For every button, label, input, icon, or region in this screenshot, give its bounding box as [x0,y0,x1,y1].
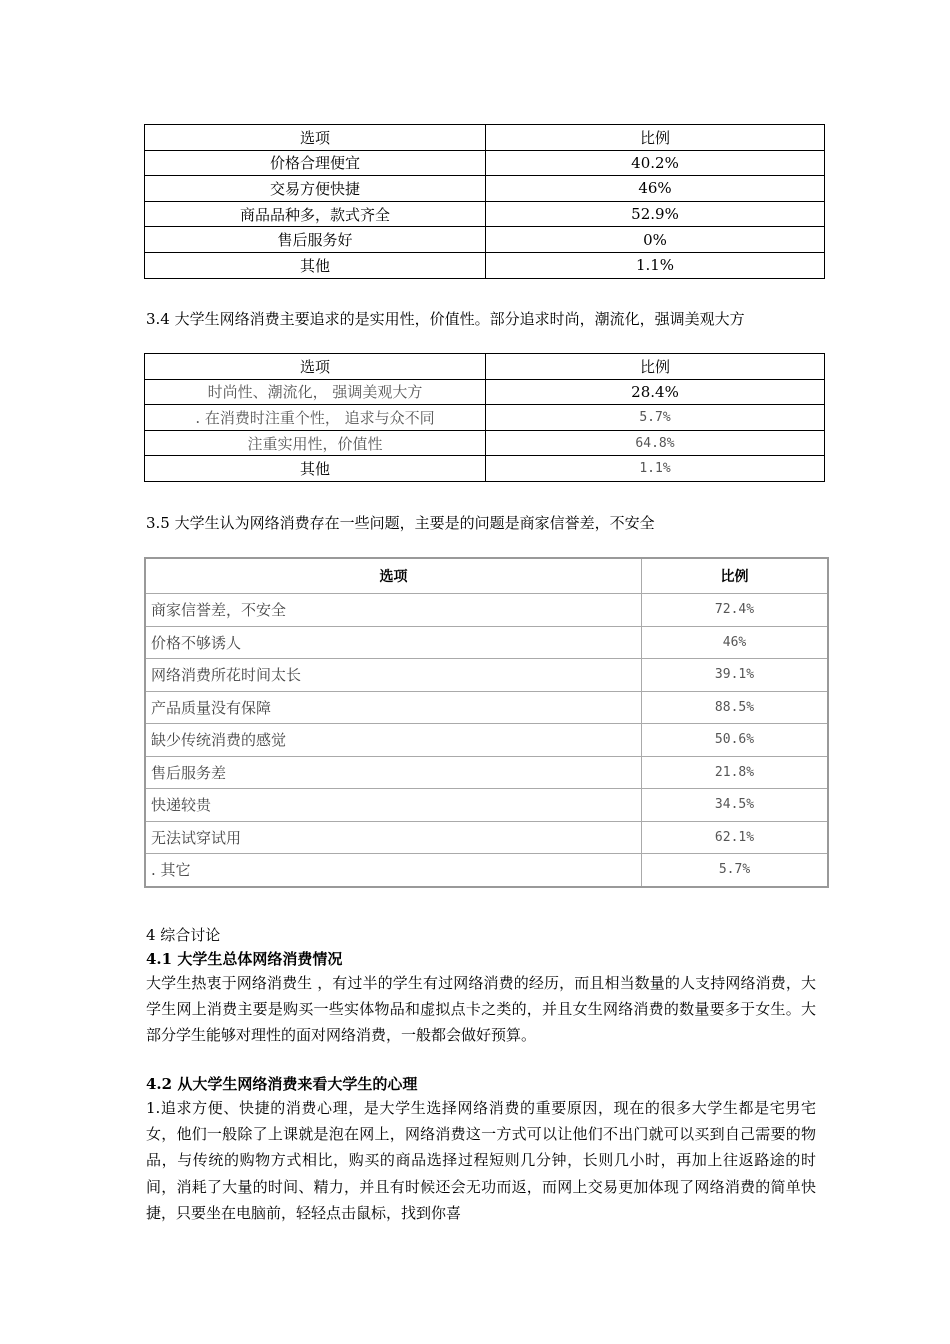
table-row [145,691,828,724]
option-cell: . 在消费时注重个性， 追求与众不同 [145,405,486,431]
ratio-cell: 28.4% [486,379,825,405]
option-cell: 售后服务好 [145,227,486,253]
option-cell: 其他 [145,456,486,482]
section-heading-4-2: 4.2 从大学生网络消费来看大学生的心理 [146,1075,418,1093]
option-cell: 价格不够诱人 [145,626,642,659]
ratio-cell: 46% [486,176,825,202]
table-row [145,201,825,227]
option-cell: 产品质量没有保障 [145,691,642,724]
option-cell: 其他 [145,252,486,278]
table-row [145,659,828,692]
table-purchase-reasons [144,124,825,279]
table-row [145,430,825,456]
ratio-cell: 62.1% [642,821,829,854]
table-row [145,252,825,278]
ratio-cell: 64.8% [486,430,825,456]
header-option: 选项 [145,354,486,380]
ratio-cell: 0% [486,227,825,253]
option-cell: 缺少传统消费的感觉 [145,724,642,757]
option-cell: 价格合理便宜 [145,150,486,176]
table-row [145,724,828,757]
table-row [145,227,825,253]
section-heading-4-1: 4.1 大学生总体网络消费情况 [146,950,343,968]
ratio-cell: 39.1% [642,659,829,692]
section-heading-3-4: 3.4 大学生网络消费主要追求的是实用性，价值性。部分追求时尚，潮流化，强调美观大方 [146,310,745,328]
option-cell: 交易方便快捷 [145,176,486,202]
table-header-row [145,558,828,594]
table-row [145,594,828,627]
header-option: 选项 [145,558,642,594]
table-header-row [145,125,825,151]
header-option: 选项 [145,125,486,151]
ratio-cell: 46% [642,626,829,659]
section-heading-4: 4 综合讨论 [146,926,221,944]
header-ratio: 比例 [486,354,825,380]
table-row [145,176,825,202]
table-consumption-pursuit [144,353,825,482]
option-cell: 商家信誉差，不安全 [145,594,642,627]
ratio-cell: 34.5% [642,789,829,822]
ratio-cell: 1.1% [486,252,825,278]
table-row [145,756,828,789]
table-header-row [145,354,825,380]
option-cell: 无法试穿试用 [145,821,642,854]
header-ratio: 比例 [486,125,825,151]
ratio-cell: 5.7% [642,854,829,887]
option-cell: 注重实用性，价值性 [145,430,486,456]
ratio-cell: 50.6% [642,724,829,757]
paragraph-4-1: 大学生热衷于网络消费生 ，有过半的学生有过网络消费的经历，而且相当数量的人支持网络消费，大学生网上消费主要是购买一些实体物品和虚拟点卡之类的，并且女生网络消费的数量要多于女生。大部分学生能够对理性的面对网络消费，一般都会做好预算。 [146,974,816,1045]
option-cell: 网络消费所花时间太长 [145,659,642,692]
table-row [145,821,828,854]
section-heading-3-5: 3.5 大学生认为网络消费存在一些问题，主要是的问题是商家信誉差，不安全 [146,514,655,532]
header-ratio: 比例 [642,558,829,594]
ratio-cell: 52.9% [486,201,825,227]
ratio-cell: 72.4% [642,594,829,627]
paragraph-4-2: 1.追求方便、快捷的消费心理，是大学生选择网络消费的重要原因，现在的很多大学生都是宅男宅女，他们一般除了上课就是泡在网上，网络消费这一方式可以让他们不出门就可以买到自己需要的物品，与传统的购物方式相比，购买的商品选择过程短则几分钟，长则几小时，再加上往返路途的时间，消耗了大量的时间、精力，并且有时候还会无功而返，而网上交易更加体现了网络消费的简单快捷，只要坐在电脑前，轻轻点击鼠标，找到你喜 [146,1099,816,1222]
table-row [145,854,828,887]
table-row [145,379,825,405]
table-row [145,150,825,176]
table-row [145,456,825,482]
table-consumption-problems [144,557,829,888]
ratio-cell: 1.1% [486,456,825,482]
ratio-cell: 88.5% [642,691,829,724]
ratio-cell: 40.2% [486,150,825,176]
table-row [145,626,828,659]
option-cell: 快递较贵 [145,789,642,822]
option-cell: 时尚性、潮流化， 强调美观大方 [145,379,486,405]
table-row [145,789,828,822]
table-row [145,405,825,431]
option-cell: 商品品种多，款式齐全 [145,201,486,227]
ratio-cell: 5.7% [486,405,825,431]
option-cell: 售后服务差 [145,756,642,789]
ratio-cell: 21.8% [642,756,829,789]
option-cell: . 其它 [145,854,642,887]
